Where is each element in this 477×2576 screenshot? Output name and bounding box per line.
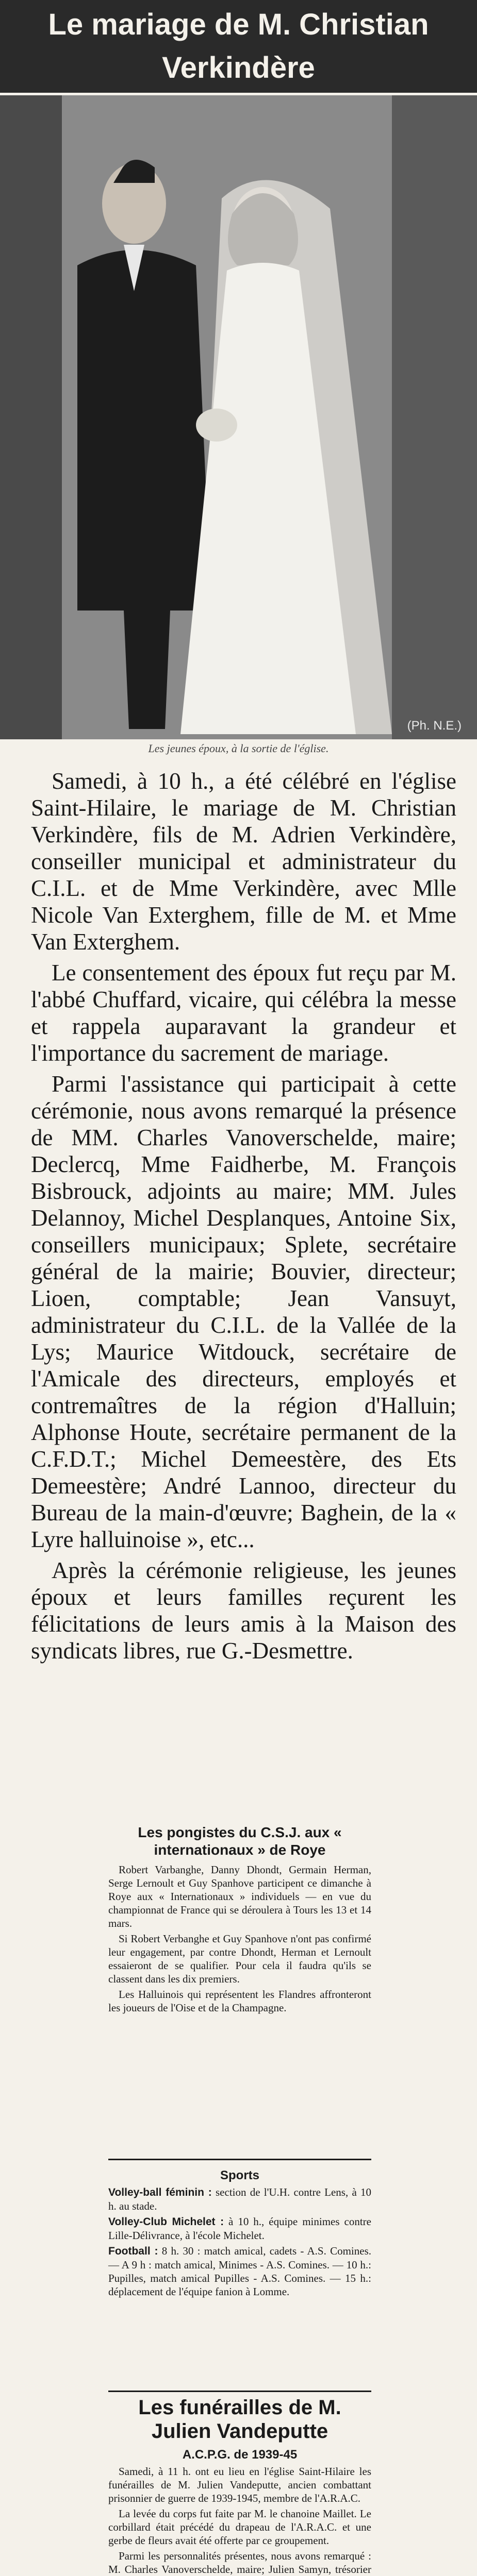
pongistes-paragraph: Les Halluinois qui représentent les Flandres affronteront les joueurs de l'Oise et de la Champagne. xyxy=(108,1988,371,2014)
photo-caption: Les jeunes époux, à la sortie de l'église. xyxy=(148,742,329,755)
sports-section xyxy=(108,2164,371,2385)
article-paragraph: Le consentement des époux fut reçu par M. l'abbé Chuffard, vicaire, qui célébra la messe et rappela auparavant la grandeur et l'importance du sacrement de mariage. xyxy=(31,960,456,1066)
funerailles-paragraph: Samedi, à 11 h. ont eu lieu en l'église Saint-Hilaire les funérailles de M. Julien Vandeputte, ancien combattant prisonnier de guerre de 1939-1945, membre de l'A.R.A.C. xyxy=(108,2465,371,2504)
funerailles-paragraph: La levée du corps fut faite par M. le chanoine Maillet. Le corbillard était précédé du drapeau de l'A.R.A.C. et une gerbe de fleurs avait été offerte par ce groupement. xyxy=(108,2507,371,2547)
column-divider xyxy=(108,2159,371,2160)
funerailles-subtitle: A.C.P.G. de 1939-45 xyxy=(182,2448,298,2462)
sports-item-label: Football : xyxy=(108,2245,158,2257)
photo-credit: (Ph. N.E.) xyxy=(407,719,462,733)
sports-item-text: à 10 h., équipe minimes contre Lille-Délivrance, à l'école Michelet. xyxy=(108,2215,371,2242)
pongistes-paragraph: Si Robert Verbanghe et Guy Spanhove n'ont pas confirmé leur engagement, par contre Dhondt, Herman et Lernoult essaieront de se qualifier. Pour cela il faudra qu'ils se classent dans les dix premiers. xyxy=(108,1933,371,1985)
pongistes-title: Les pongistes du C.S.J. aux « internationaux » de Roye xyxy=(138,1824,342,1858)
funerailles-title: Les funérailles de M. Julien Vandeputte xyxy=(138,2396,341,2443)
sports-title: Sports xyxy=(220,2168,259,2182)
sports-item xyxy=(108,2244,371,2298)
pongistes-article xyxy=(108,1824,371,2154)
sports-item xyxy=(108,2215,371,2242)
headline-line-1: Le mariage de M. Christian Verkindère xyxy=(48,8,429,84)
wedding-article xyxy=(0,768,477,1814)
sports-item xyxy=(108,2185,371,2213)
wedding-photo xyxy=(0,95,477,739)
sports-item-text: section de l'U.H. contre Lens, à 10 h. au stade. xyxy=(108,2186,371,2212)
article-paragraph: Parmi l'assistance qui participait à cette cérémonie, nous avons remarqué la présence de MM. Charles Vanoverschelde, maire; Declercq, Mme Faidherbe, M. François Bisbrouck, adjoints au maire; MM. Jules Delannoy, Michel Desplanques, Antoine Six, conseillers municipaux; Splete, secrétaire général de la mairie; Bouvier, directeur; Lioen, comptable; Jean Vansuyt, administrateur du C.I.L. de la Vallée de la Lys; Maurice Witdouck, secrétaire de l'Amicale des directeurs, employés et contremaîtres de la région d'Halluin; Alphonse Houte, secrétaire permanent de la C.F.D.T.; Michel Demeestère, des Ets Demeestère; André Lannoo, directeur du Bureau de la main-d'œuvre; Baghein, de la « Lyre halluinoise », etc... xyxy=(31,1071,456,1552)
wedding-photo-illustration xyxy=(0,95,477,739)
sports-item-text: 8 h. 30 : match amical, cadets - A.S. Comines. — A 9 h : match amical, Minimes - A.S. Comines. — 10 h.: Pupilles, match amical Pupilles - A.S. Comines. — 15 h.: déplacement de l'équipe fanion à Lomme. xyxy=(108,2245,371,2298)
sports-item-label: Volley-ball féminin : xyxy=(108,2187,212,2198)
article-paragraph: Après la cérémonie religieuse, les jeunes époux et leurs familles reçurent les félicitations de leurs amis à la Maison des syndicats libres, rue G.-Desmettre. xyxy=(31,1557,456,1664)
funerailles-paragraph: Parmi les personnalités présentes, nous avons remarqué : M. Charles Vanoverschelde, maire; Julien Samyn, trésorier xyxy=(108,2550,371,2575)
funerailles-article xyxy=(108,2396,371,2576)
sports-item-label: Volley-Club Michelet : xyxy=(108,2216,224,2228)
headline xyxy=(0,0,477,93)
pongistes-paragraph: Robert Varbanghe, Danny Dhondt, Germain Herman, Serge Lernoult et Guy Spanhove participent ce dimanche à Roye aux « Internationaux » individuels — en vue du championnat de France qui se déroulera à Tours les 13 et 14 mars. xyxy=(108,1863,371,1929)
article-paragraph: Samedi, à 10 h., a été célébré en l'église Saint-Hilaire, le mariage de M. Christian Verkindère, fils de M. Adrien Verkindère, conseiller municipal et administrateur du C.I.L. et de Mme Verkindère, avec Mlle Nicole Van Exterghem, fille de M. et Mme Van Exterghem. xyxy=(31,768,456,955)
column-divider xyxy=(108,2391,371,2392)
